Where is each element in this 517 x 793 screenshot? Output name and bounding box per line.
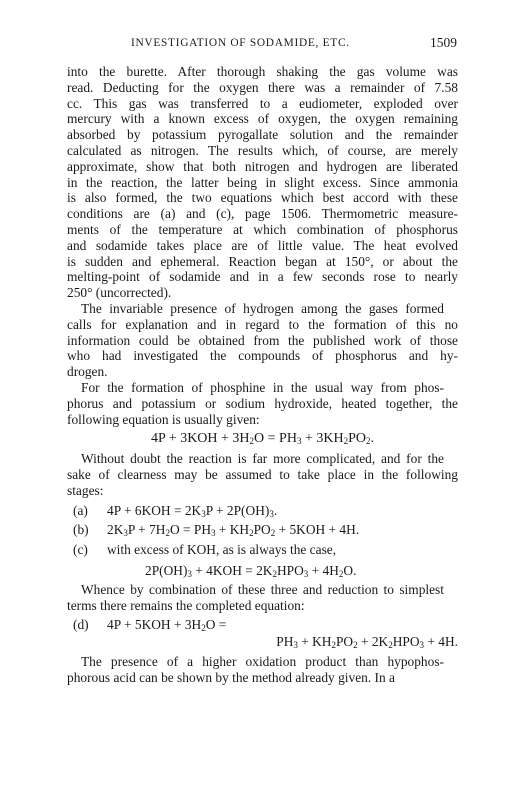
text-line: read. Deducting for the oxygen there was a remainder of 7.58 [67,79,458,95]
text-line: calls for explanation and in regard to the formation of this no [67,316,458,332]
text-line: The presence of a higher oxidation product than hypophos- [81,653,444,669]
text-line: For the formation of phosphine in the usual way from phos- [81,379,444,395]
text-line: terms there remains the completed equation: [67,597,305,613]
text-line: information could be obtained from the published work of those [67,332,458,348]
paragraph-1 [67,64,458,301]
equation-label: (d) [73,617,89,633]
equation-main: $4P + 3KOH + 3H_2O = PH_3 + 3KH_2PO_2$. [151,431,374,447]
equation-c [73,542,458,558]
equation-label: (c) [73,542,88,558]
equation-b [73,522,458,538]
text-line: approximate, show that both nitrogen and hydrogen are liberated [67,158,458,174]
paragraph-6 [67,654,458,686]
text-line: The invariable presence of hydrogen among the gases formed [81,300,444,316]
text-line: in the reaction, the latter being in slight excess. Since ammonia [67,174,458,190]
paragraph-3 [67,380,458,427]
text-line: phorus and potassium or sodium hydroxide, heated together, the [67,395,458,411]
page-number: 1509 [430,35,457,50]
text-line: mercury with a known excess of oxygen, the oxygen remaining [67,111,458,127]
text-line: is also formed, the two equations which best accord with these [67,190,458,206]
equation-label: (a) [73,502,88,518]
equation-d-continued: $PH_3 + KH_2PO_2 + 2K_2HPO_3 + 4H$. [276,634,458,651]
text-line: and sodamide takes place are of little value. The heat evolved [67,237,458,253]
text-line: conditions are (a) and (c), page 1506. Thermometric measure- [67,206,458,222]
paragraph-4 [67,451,458,498]
text-line: ments of the temperature at which combination of phosphorus [67,221,458,237]
page-body [67,64,458,685]
text-line: calculated as nitrogen. The results which, of course, are merely [67,142,458,158]
equation-label: (b) [73,522,89,538]
text-line: melting-point of sodamide and in a few seconds rose to nearly [67,269,458,285]
text-line: is sudden and ephemeral. Reaction began at 150°, or about the [67,253,458,269]
text-line: stages: [67,482,104,498]
text-line: Without doubt the reaction is far more complicated, and for the [81,451,444,467]
equation-d [73,617,458,633]
text-line: 250° (uncorrected). [67,285,172,301]
text-line: into the burette. After thorough shaking the gas volume was [67,64,458,79]
equation-a [73,503,458,519]
text-line: sake of clearness may be assumed to take place in the following [67,466,458,482]
text-line: who had investigated the compounds of phosphorus and hy- [67,348,458,364]
text-line: Whence by combination of these three and reduction to simplest [81,581,444,597]
paragraph-5 [67,582,458,614]
equation-c-formula: $2P(OH)_3 + 4KOH = 2K_2HPO_3 + 4H_2O$. [145,562,357,579]
text-line: phorous acid can be shown by the method already given. In a [67,669,395,685]
paragraph-2 [67,301,458,380]
text-line: following equation is usually given: [67,411,260,427]
running-title: INVESTIGATION OF SODAMIDE, ETC. [131,37,350,49]
text-line: drogen. [67,364,108,380]
equation-text: $4P + 5KOH + 3H_2O$ = [107,617,227,634]
equation-text: $2K_3P + 7H_2O = PH_3 + KH_2PO_2 + 5KOH + 4H$. [107,522,360,539]
text-line: cc. This gas was transferred to a eudiometer, exploded over [67,95,458,111]
equation-note: with excess of KOH, as is always the case, [107,542,337,558]
text-line: absorbed by potassium pyrogallate solution and the remainder [67,127,458,143]
equation-text: $4P + 6KOH = 2K_3P + 2P(OH)_3$. [107,502,278,519]
